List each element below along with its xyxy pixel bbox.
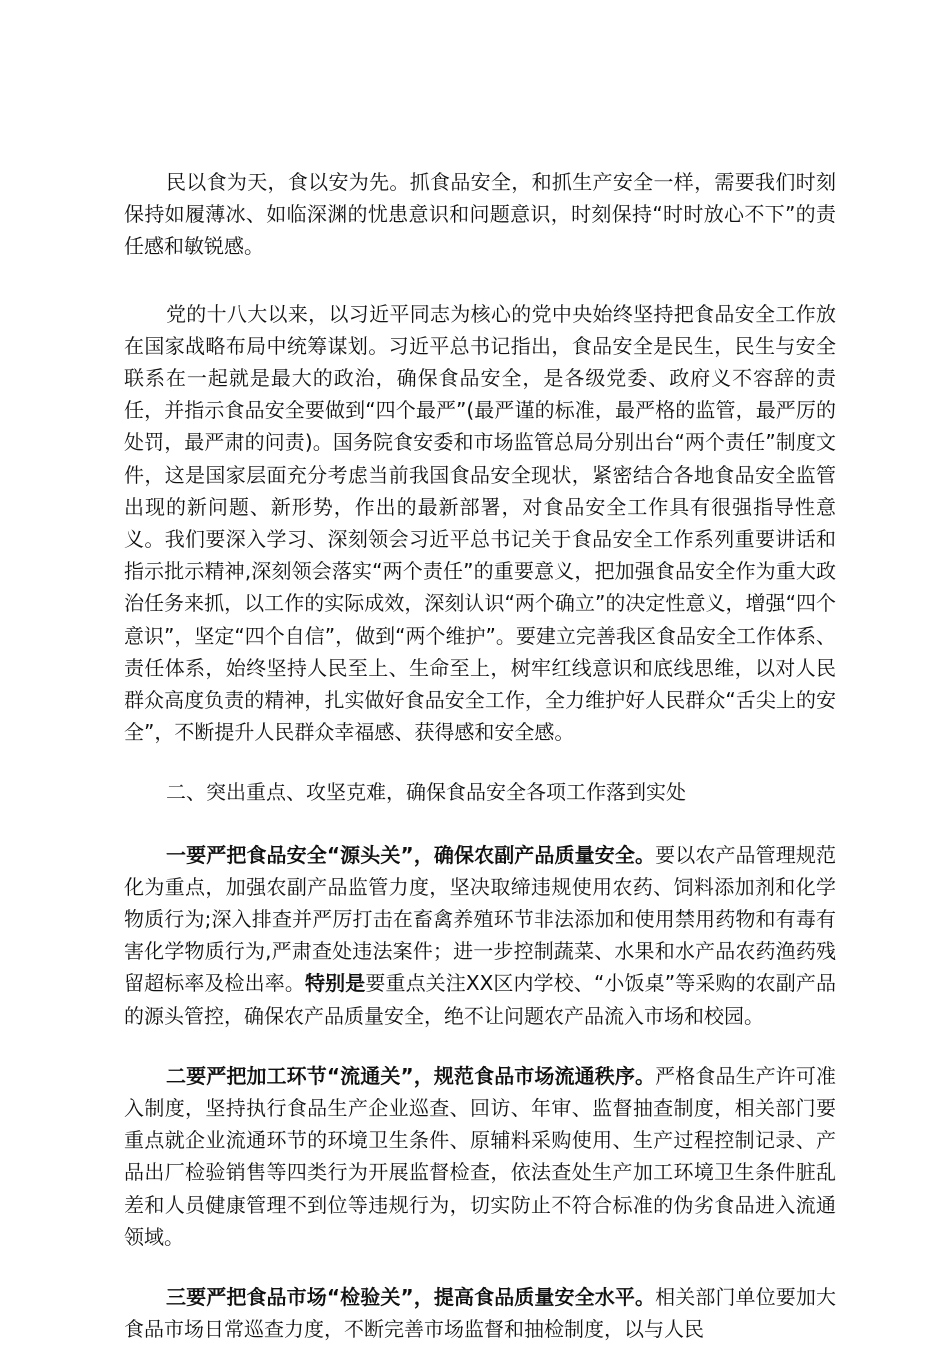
paragraph-circulation-control <box>124 1060 836 1253</box>
paragraph-body: 要以农产品管理规范化为重点，加强农副产品监管力度，坚决取缔违规使用农药、饲料添加剂和化学物质行为;深入排查并严厉打击在畜禽养殖环节非法添加和使用禁用药物和有毒有害化学物质行为,严肃查处违法案件；进一步控制蔬菜、水果和水产品农药渔药残留超标率及检出率。 <box>124 842 837 996</box>
document-page <box>124 166 836 1346</box>
section-heading-2: 二、突出重点、攻坚克难，确保食品安全各项工作落到实处 <box>166 780 686 805</box>
paragraph-body: 严格食品生产许可准入制度，坚持执行食品生产企业巡查、回访、年审、监督抽查制度，相关部门要重点就企业流通环节的环境卫生条件、原辅料采购使用、生产过程控制记录、产品出厂检验销售等四类行为开展监督检查，依法查处生产加工环境卫生条件脏乱差和人员健康管理不到位等违规行为，切实防止不符合标准的伪劣食品进入流通领域。 <box>124 1063 837 1249</box>
paragraph-lead: 一要严把食品安全“源头关”，确保农副产品质量安全。 <box>166 842 656 867</box>
paragraph-intro: 民以食为天，食以安为先。抓食品安全，和抓生产安全一样，需要我们时刻保持如履薄冰、如临深渊的忧患意识和问题意识，时刻保持“时时放心不下”的责任感和敏锐感。 <box>124 170 836 259</box>
emphasis-text: 特别是 <box>305 971 366 996</box>
paragraph-inspection-control <box>124 1281 836 1345</box>
paragraph-source-control <box>124 839 836 1032</box>
paragraph-body: 相关部门单位要加大食品市场日常巡查力度，不断完善市场监督和抽检制度，以与人民 <box>124 1285 837 1342</box>
paragraph-lead: 三要严把食品市场“检验关”，提高食品质量安全水平。 <box>166 1285 656 1310</box>
paragraph-body-continued: 要重点关注XX区内学校、“小饭桌”等采购的农副产品的源头管控，确保农产品质量安全，绝不让问题农产品流入市场和校园。 <box>124 971 837 1028</box>
paragraph-background: 党的十八大以来，以习近平同志为核心的党中央始终坚持把食品安全工作放在国家战略布局中统筹谋划。习近平总书记指出，食品安全是民生，民生与安全联系在一起就是最大的政治，确保食品安全，是各级党委、政府义不容辞的责任，并指示食品安全要做到“四个最严”(最严谨的标准，最严格的监管，最严厉的处罚，最严肃的问责)。国务院食安委和市场监管总局分别出台“两个责任”制度文件，这是国家层面充分考虑当前我国食品安全现状，紧密结合各地食品安全监管出现的新问题、新形势，作出的最新部署，对食品安全工作具有很强指导性意义。我们要深入学习、深刻领会习近平总书记关于食品安全工作系列重要讲话和指示批示精神,深刻领会落实“两个责任”的重要意义，把加强食品安全作为重大政治任务来抓，以工作的实际成效，深刻认识“两个确立”的决定性意义，增强“四个意识”，坚定“四个自信”，做到“两个维护”。要建立完善我区食品安全工作体系、责任体系，始终坚持人民至上、生命至上，树牢红线意识和底线思维，以对人民群众高度负责的精神，扎实做好食品安全工作，全力维护好人民群众“舌尖上的安全”，不断提升人民群众幸福感、获得感和安全感。 <box>124 301 836 745</box>
paragraph-lead: 二要严把加工环节“流通关”，规范食品市场流通秩序。 <box>166 1063 656 1088</box>
